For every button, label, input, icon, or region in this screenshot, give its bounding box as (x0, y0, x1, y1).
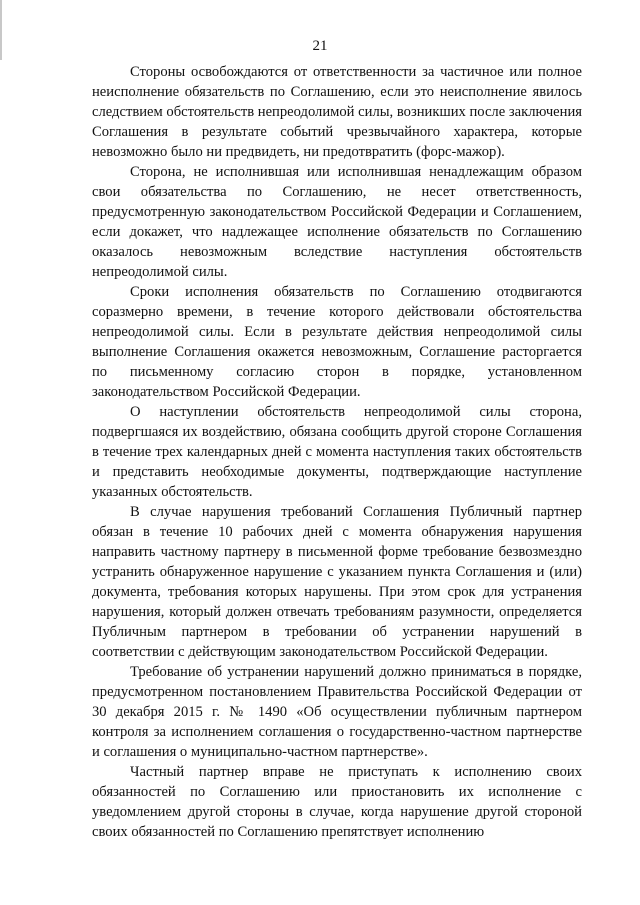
paragraph-force-majeure-release: Стороны освобождаются от ответственности за частичное или полное неисполнение обязательств по Соглашению, если это неисполнение явилось следствием обстоятельств непреодолимой силы, возникших после заключения Соглашения в результате событий чрезвычайного характера, которые невозможно было ни предвидеть, ни предотвратить (форс-мажор). (92, 64, 582, 160)
paragraph-violation-remedy: В случае нарушения требований Соглашения Публичный партнер обязан в течение 10 рабочих дней с момента обнаружения нарушения направить частному партнеру в письменной форме требование безвозмездно устранить обнаруженное нарушение с указанием пункта Соглашения и (или) документа, требования которых нарушены. При этом срок для устранения нарушения, который должен отвечать требованиям разумности, определяется Публичным партнером в требовании об устранении нарушений в соответствии с действующим законодательством Российской Федерации. (92, 504, 582, 660)
paragraph-deadline-extension: Сроки исполнения обязательств по Соглашению отодвигаются соразмерно времени, в течение которого действовали обстоятельства непреодолимой силы. Если в результате действия непреодолимой силы выполнение Соглашения окажется невозможным, Соглашение расторгается по письменному согласию сторон в порядке, установленном законодательством Российской Федерации. (92, 284, 582, 400)
paragraph-liability-exemption: Сторона, не исполнившая или исполнившая ненадлежащим образом свои обязательства по Соглашению, не несет ответственность, предусмотренную законодательством Российской Федерации и Соглашением, если докажет, что надлежащее исполнение обязательств по Соглашению оказалось невозможным вследствие наступления обстоятельств непреодолимой силы. (92, 164, 582, 280)
paragraph-notification-duty: О наступлении обстоятельств непреодолимой силы сторона, подвергшаяся их воздействию, обязана сообщить другой стороне Соглашения в течение трех календарных дней с момента наступления таких обстоятельств и представить необходимые документы, подтверждающие наступление указанных обстоятельств. (92, 404, 582, 500)
paragraph-requirement-procedure: Требование об устранении нарушений должно приниматься в порядке, предусмотренном постановлением Правительства Российской Федерации от 30 декабря 2015 г. № 1490 «Об осуществлении публичным партнером контроля за исполнением соглашения о государственно-частном партнерстве и соглашения о муниципально-частном партнерстве». (92, 664, 582, 760)
paragraph-private-partner-rights: Частный партнер вправе не приступать к исполнению своих обязанностей по Соглашению или приостановить их исполнение с уведомлением другой стороны в случае, когда нарушение другой стороной своих обязанностей по Соглашению препятствует исполнению (92, 764, 582, 840)
page-number: 21 (312, 38, 328, 54)
document-body (92, 62, 582, 842)
